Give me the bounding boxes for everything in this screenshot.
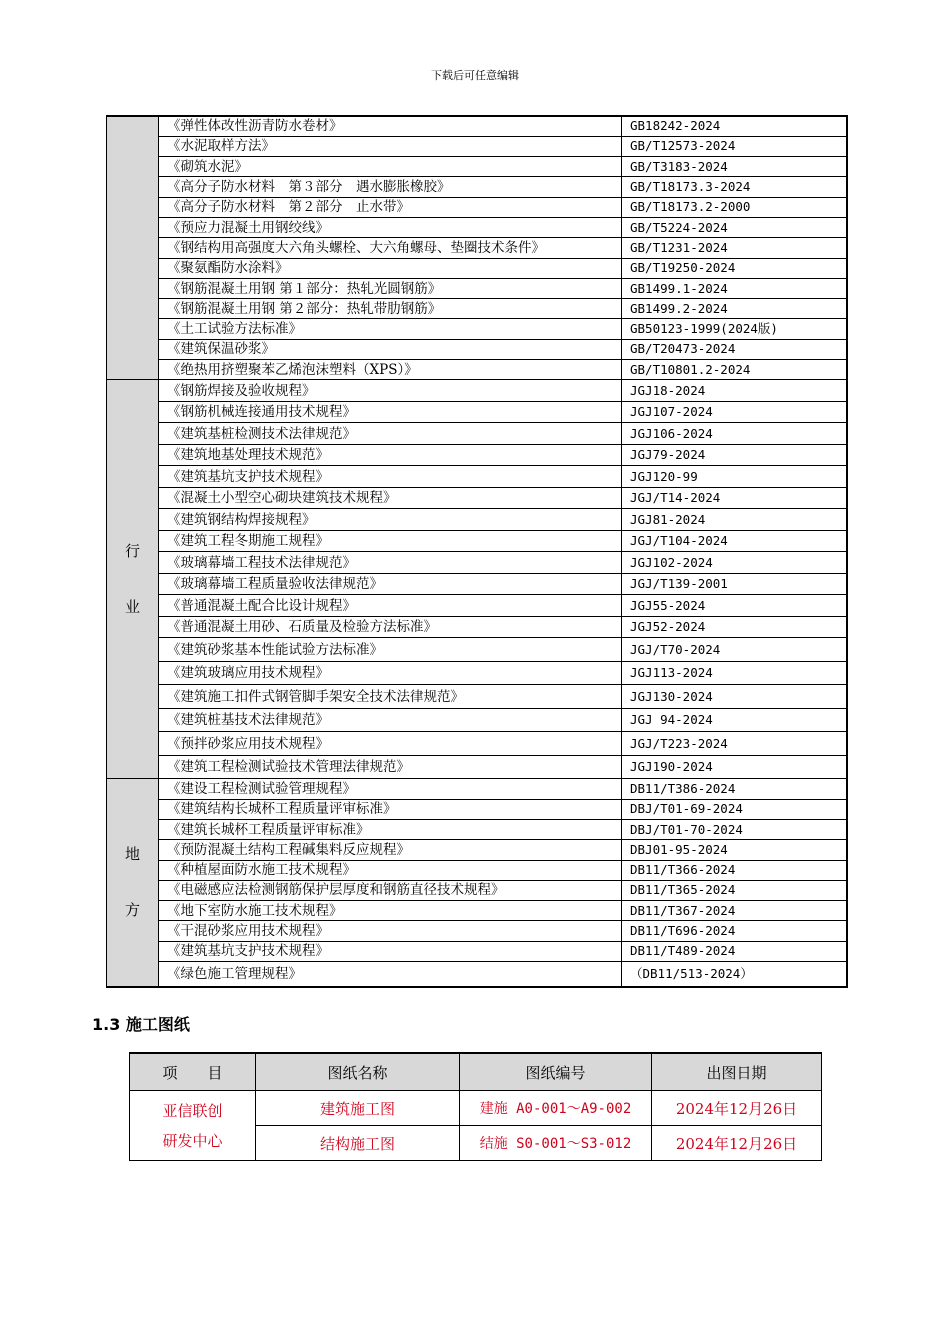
standard-row — [107, 685, 847, 709]
standards-table — [106, 115, 848, 988]
standard-name: 《建筑基桩检测技术法律规范》 — [159, 423, 622, 445]
standard-code: DB11/T365-2024 — [622, 880, 847, 900]
standard-row — [107, 278, 847, 298]
section-heading — [92, 1012, 190, 1035]
standard-name: 《钢筋混凝土用钢 第１部分：热轧光圆钢筋》 — [159, 278, 622, 298]
drawing-number: 建施 A0-001～A9-002 — [460, 1091, 652, 1126]
standard-row — [107, 238, 847, 258]
standard-code: DB11/T696-2024 — [622, 921, 847, 941]
standard-row — [107, 708, 847, 732]
standard-category-national — [107, 116, 159, 380]
standard-name: 《高分子防水材料 第２部分 止水带》 — [159, 197, 622, 217]
drawing-name: 结构施工图 — [256, 1126, 460, 1161]
standard-row — [107, 860, 847, 880]
standard-code: JGJ52-2024 — [622, 616, 847, 638]
standard-name: 《玻璃幕墙工程质量验收法律规范》 — [159, 573, 622, 595]
drawing-name: 建筑施工图 — [256, 1091, 460, 1126]
standard-row — [107, 299, 847, 319]
standard-row — [107, 941, 847, 961]
standard-code: GB/T12573-2024 — [622, 136, 847, 156]
standard-row — [107, 962, 847, 987]
standard-name: 《地下室防水施工技术规程》 — [159, 901, 622, 921]
standard-name: 《建筑桩基技术法律规范》 — [159, 708, 622, 732]
standard-row — [107, 444, 847, 466]
project-name-line2: 研发中心 — [162, 1131, 223, 1150]
standard-row — [107, 638, 847, 662]
header-project: 项 目 — [130, 1053, 256, 1091]
standard-name: 《建筑结构长城杯工程质量评审标准》 — [159, 799, 622, 819]
standard-code: GB/T1231-2024 — [622, 238, 847, 258]
section-number: 1.3 — [92, 1015, 121, 1034]
category-char: 方 — [124, 901, 140, 920]
standard-row — [107, 755, 847, 779]
standard-code: GB/T10801.2-2024 — [622, 360, 847, 380]
standard-code: JGJ/T139-2001 — [622, 573, 847, 595]
standard-row — [107, 339, 847, 359]
standard-row — [107, 732, 847, 756]
standard-code: JGJ190-2024 — [622, 755, 847, 779]
standard-row — [107, 595, 847, 617]
standard-name: 《钢筋机械连接通用技术规程》 — [159, 401, 622, 423]
standard-code: DBJ/T01-70-2024 — [622, 819, 847, 839]
standard-row — [107, 509, 847, 531]
category-char: 地 — [124, 845, 140, 864]
project-name-line1: 亚信联创 — [162, 1101, 223, 1120]
standard-name: 《玻璃幕墙工程技术法律规范》 — [159, 552, 622, 574]
standard-name: 《预应力混凝土用钢绞线》 — [159, 217, 622, 237]
standard-name: 《高分子防水材料 第３部分 遇水膨胀橡胶》 — [159, 177, 622, 197]
standard-code: GB1499.1-2024 — [622, 278, 847, 298]
standard-name: 《土工试验方法标准》 — [159, 319, 622, 339]
standard-code: JGJ120-99 — [622, 466, 847, 488]
standard-name: 《建设工程检测试验管理规程》 — [159, 779, 622, 799]
standard-name: 《种植屋面防水施工技术规程》 — [159, 860, 622, 880]
standard-row — [107, 487, 847, 509]
standard-code: JGJ18-2024 — [622, 380, 847, 402]
standard-name: 《普通混凝土配合比设计规程》 — [159, 595, 622, 617]
standard-code: GB/T18173.3-2024 — [622, 177, 847, 197]
drawing-number: 结施 S0-001～S3-012 — [460, 1126, 652, 1161]
standard-code: GB/T18173.2-2000 — [622, 197, 847, 217]
drawing-date: 2024年12月26日 — [652, 1091, 822, 1126]
standard-code: JGJ81-2024 — [622, 509, 847, 531]
standard-code: DBJ/T01-69-2024 — [622, 799, 847, 819]
category-char: 业 — [124, 598, 140, 617]
standard-name: 《建筑地基处理技术规范》 — [159, 444, 622, 466]
standard-row — [107, 360, 847, 380]
standard-code: JGJ/T70-2024 — [622, 638, 847, 662]
page-header-note: 下载后可任意编辑 — [431, 69, 519, 82]
standard-name: 《绿色施工管理规程》 — [159, 962, 622, 987]
header-drawing-name: 图纸名称 — [256, 1053, 460, 1091]
project-name — [130, 1091, 256, 1161]
standard-row — [107, 136, 847, 156]
standard-name: 《建筑施工扣件式钢管脚手架安全技术法律规范》 — [159, 685, 622, 709]
standard-row — [107, 157, 847, 177]
standard-name: 《建筑基坑支护技术规程》 — [159, 466, 622, 488]
standard-row — [107, 401, 847, 423]
standard-category-local — [107, 779, 159, 987]
drawing-row — [130, 1091, 822, 1126]
standard-code: GB50123-1999(2024版) — [622, 319, 847, 339]
standard-code: GB/T20473-2024 — [622, 339, 847, 359]
standard-name: 《建筑基坑支护技术规程》 — [159, 941, 622, 961]
standard-name: 《建筑砂浆基本性能试验方法标准》 — [159, 638, 622, 662]
standard-code: JGJ/T14-2024 — [622, 487, 847, 509]
standard-code: GB/T3183-2024 — [622, 157, 847, 177]
standard-name: 《水泥取样方法》 — [159, 136, 622, 156]
standard-category-industry — [107, 380, 159, 779]
standard-name: 《钢结构用高强度大六角头螺栓、大六角螺母、垫圈技术条件》 — [159, 238, 622, 258]
standard-name: 《聚氨酯防水涂料》 — [159, 258, 622, 278]
standard-row — [107, 530, 847, 552]
standard-code: JGJ107-2024 — [622, 401, 847, 423]
standard-row — [107, 819, 847, 839]
standard-name: 《弹性体改性沥青防水卷材》 — [159, 116, 622, 136]
standard-name: 《建筑玻璃应用技术规程》 — [159, 661, 622, 685]
standard-row — [107, 319, 847, 339]
standard-row — [107, 901, 847, 921]
standard-row — [107, 880, 847, 900]
standard-code: DBJ01-95-2024 — [622, 840, 847, 860]
standard-code: JGJ55-2024 — [622, 595, 847, 617]
standard-name: 《建筑保温砂浆》 — [159, 339, 622, 359]
standard-name: 《预拌砂浆应用技术规程》 — [159, 732, 622, 756]
standard-code: JGJ79-2024 — [622, 444, 847, 466]
header-drawing-number: 图纸编号 — [460, 1053, 652, 1091]
drawings-table — [129, 1052, 822, 1161]
standard-code: DB11/T386-2024 — [622, 779, 847, 799]
standard-code: DB11/T489-2024 — [622, 941, 847, 961]
standard-name: 《普通混凝土用砂、石质量及检验方法标准》 — [159, 616, 622, 638]
standard-code: JGJ/T223-2024 — [622, 732, 847, 756]
standard-row — [107, 217, 847, 237]
standard-name: 《钢筋混凝土用钢 第２部分：热轧带肋钢筋》 — [159, 299, 622, 319]
standard-row — [107, 177, 847, 197]
standard-name: 《建筑钢结构焊接规程》 — [159, 509, 622, 531]
standard-row — [107, 616, 847, 638]
standard-name: 《建筑长城杯工程质量评审标准》 — [159, 819, 622, 839]
standard-name: 《建筑工程检测试验技术管理法律规范》 — [159, 755, 622, 779]
standard-code: GB18242-2024 — [622, 116, 847, 136]
drawings-header-row — [130, 1053, 822, 1091]
standard-row — [107, 840, 847, 860]
standard-code: JGJ 94-2024 — [622, 708, 847, 732]
standard-name: 《建筑工程冬期施工规程》 — [159, 530, 622, 552]
standard-row — [107, 466, 847, 488]
standard-name: 《砌筑水泥》 — [159, 157, 622, 177]
standard-code: DB11/T366-2024 — [622, 860, 847, 880]
standard-name: 《绝热用挤塑聚苯乙烯泡沫塑料（XPS）》 — [159, 360, 622, 380]
standard-code: GB/T5224-2024 — [622, 217, 847, 237]
drawing-date: 2024年12月26日 — [652, 1126, 822, 1161]
standard-row — [107, 380, 847, 402]
standard-code: GB1499.2-2024 — [622, 299, 847, 319]
standard-row — [107, 573, 847, 595]
category-char: 行 — [124, 542, 140, 561]
standard-code: DB11/T367-2024 — [622, 901, 847, 921]
standard-row — [107, 799, 847, 819]
standard-row — [107, 258, 847, 278]
standard-code: JGJ106-2024 — [622, 423, 847, 445]
standard-name: 《预防混凝土结构工程碱集料反应规程》 — [159, 840, 622, 860]
standard-code: JGJ113-2024 — [622, 661, 847, 685]
standard-row — [107, 197, 847, 217]
standard-row — [107, 779, 847, 799]
standard-name: 《混凝土小型空心砌块建筑技术规程》 — [159, 487, 622, 509]
standard-code: JGJ130-2024 — [622, 685, 847, 709]
standard-code: JGJ/T104-2024 — [622, 530, 847, 552]
standard-row — [107, 921, 847, 941]
standard-row — [107, 661, 847, 685]
standard-code: GB/T19250-2024 — [622, 258, 847, 278]
standard-name: 《干混砂浆应用技术规程》 — [159, 921, 622, 941]
standard-row — [107, 552, 847, 574]
standard-row — [107, 423, 847, 445]
standard-name: 《电磁感应法检测钢筋保护层厚度和钢筋直径技术规程》 — [159, 880, 622, 900]
header-issue-date: 出图日期 — [652, 1053, 822, 1091]
standard-name: 《钢筋焊接及验收规程》 — [159, 380, 622, 402]
standard-code: JGJ102-2024 — [622, 552, 847, 574]
standard-row — [107, 116, 847, 136]
section-title: 施工图纸 — [125, 1015, 190, 1034]
standard-code: （DB11/513-2024） — [622, 962, 847, 987]
